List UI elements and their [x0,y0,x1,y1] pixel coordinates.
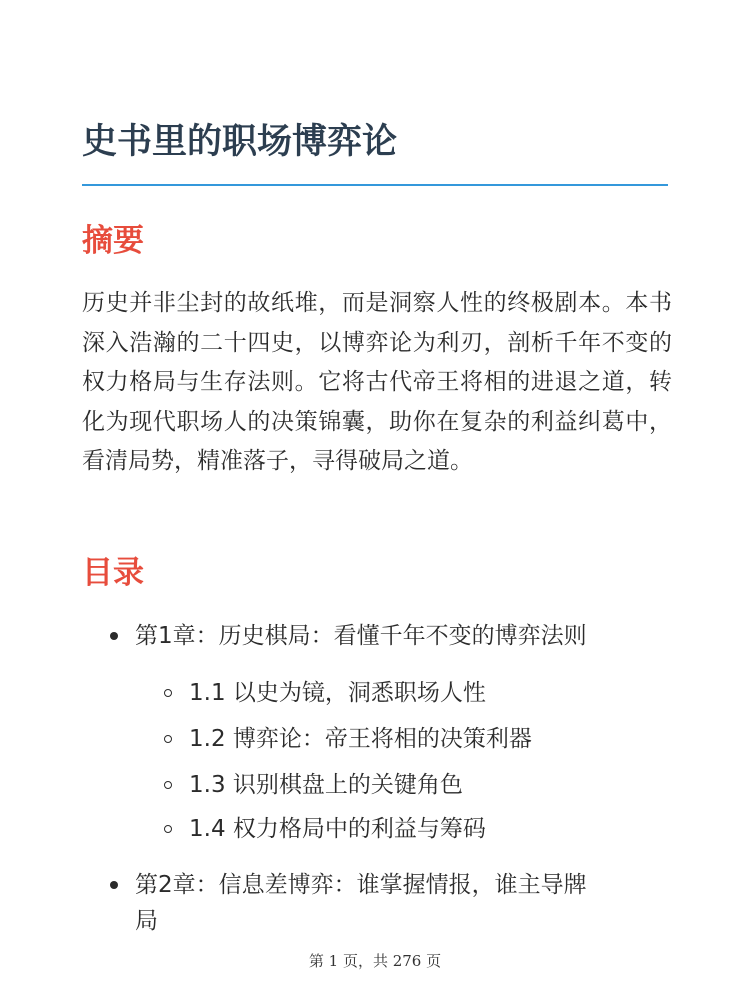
title-divider [82,184,668,186]
toc-section-label: 1.3 识别棋盘上的关键角色 [189,772,463,798]
filled-bullet-icon [110,881,118,889]
page-number-footer: 第 1 页，共 276 页 [308,952,442,970]
toc-chapter-label: 第1章：历史棋局：看懂千年不变的博弈法则 [135,623,587,649]
toc-chapter-label-line1: 第2章：信息差博弈：谁掌握情报，谁主导牌 [135,872,587,898]
page-title: 史书里的职场博弈论 [82,122,398,162]
hollow-bullet-icon [164,781,172,789]
abstract-paragraph: 历史并非尘封的故纸堆，而是洞察人性的终极剧本。本书深入浩瀚的二十四史，以博弈论为利刃，剖析千年不变的权力格局与生存法则。它将古代帝王将相的进退之道，转化为现代职场人的决策锦囊，助你在复杂的利益纠葛中，看清局势，精准落子，寻得破局之道。 [82,290,672,474]
hollow-bullet-icon [164,689,172,697]
toc-section-label: 1.2 博弈论：帝王将相的决策利器 [189,726,532,752]
toc-heading: 目录 [82,555,144,591]
toc-section-label: 1.4 权力格局中的利益与筹码 [189,816,486,842]
toc-section-label: 1.1 以史为镜，洞悉职场人性 [189,680,486,706]
abstract-heading: 摘要 [82,223,144,259]
hollow-bullet-icon [164,735,172,743]
filled-bullet-icon [110,632,118,640]
hollow-bullet-icon [164,825,172,833]
toc-chapter-label-line2: 局 [135,908,158,934]
